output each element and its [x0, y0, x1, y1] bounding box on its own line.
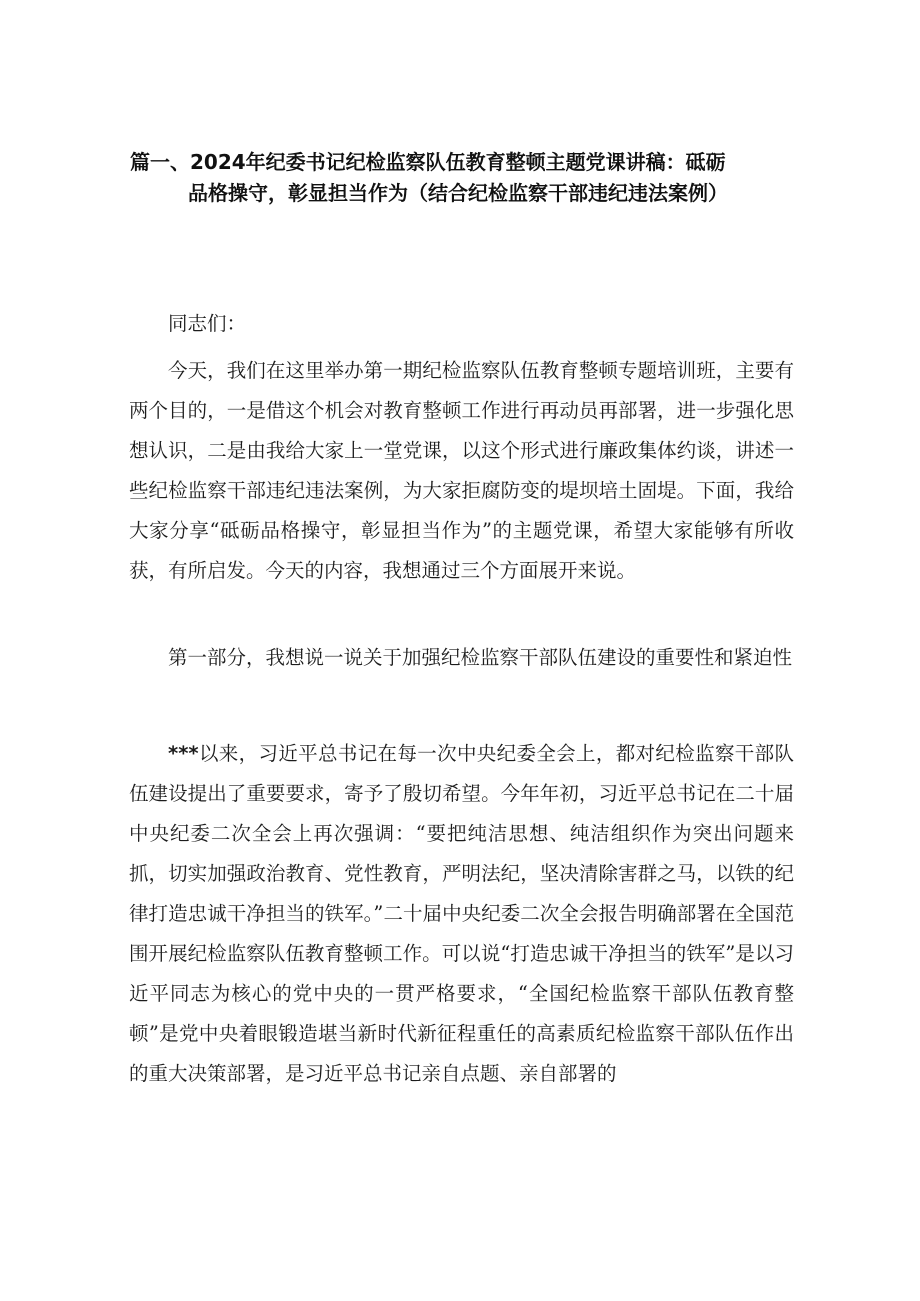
paragraph-intro: [129, 351, 794, 591]
document-title-line-2: 品格操守，彰显担当作为（结合纪检监察干部违纪违法案例）: [188, 181, 728, 205]
salutation: [129, 304, 794, 344]
paragraph-intro-text: 今天，我们在这里举办第一期纪检监察队伍教育整顿专题培训班，主要有两个目的，一是借这个机会对教育整顿工作进行再动员再部署，进一步强化思想认识，二是由我给大家上一堂党课，以这个形式进行廉政集体约谈，讲述一些纪检监察干部违纪违法案例，为大家拒腐防变的堤坝培土固堤。下面，我给大家分享“砥砺品格操守，彰显担当作为”的主题党课，希望大家能够有所收获，有所启发。今天的内容，我想通过三个方面展开来说。: [129, 359, 794, 582]
document-title-line-1: 篇一、2024年纪委书记纪检监察队伍教育整顿主题党课讲稿：砥砺: [130, 150, 726, 174]
salutation-text: 同志们：: [168, 312, 247, 335]
paragraph-body: [129, 734, 794, 1094]
paragraph-body-content: 以来，习近平总书记在每一次中央纪委全会上，都对纪检监察干部队伍建设提出了重要要求，寄予了殷切希望。今年年初，习近平总书记在二十届中央纪委二次全会上再次强调：“要把纯洁思想、纯洁组织作为突出问题来抓，切实加强政治教育、党性教育，严明法纪，坚决清除害群之马，以铁的纪律打造忠诚干净担当的铁军。”二十届中央纪委二次全会报告明确部署在全国范围开展纪检监察队伍教育整顿工作。可以说“打造忠诚干净担当的铁军”是以习近平同志为核心的党中央的一贯严格要求，“全国纪检监察干部队伍教育整顿”是党中央着眼锻造堪当新时代新征程重任的高素质纪检监察干部队伍作出的重大决策部署，是习近平总书记亲自点题、亲自部署的: [129, 742, 794, 1085]
section-heading-part-one: [129, 638, 794, 678]
section-heading-text: 第一部分，我想说一说关于加强纪检监察干部队伍建设的重要性和紧迫性: [168, 646, 793, 669]
redacted-marker: ***: [168, 742, 199, 765]
paragraph-body-text: [129, 734, 794, 1094]
